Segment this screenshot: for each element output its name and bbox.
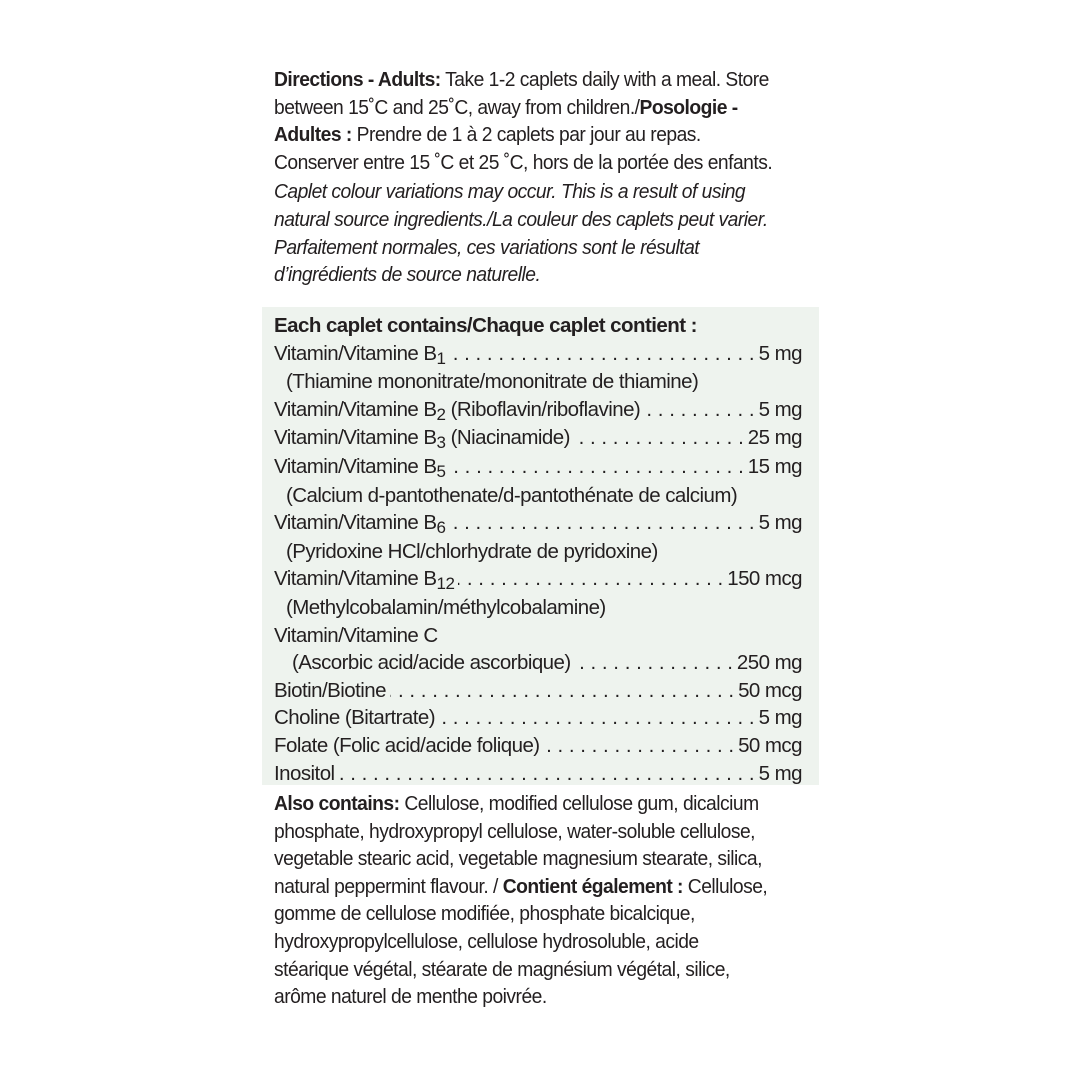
ingredient-subscript: 6	[436, 518, 446, 538]
also-contains-text-fr: Cellulose, gomme de cellulose modifiée, phosphate bicalcique, hydroxypropylcellulose, cellulose hydrosoluble, acide stéarique végétal, stéarate de magnésium végétal, silice, arôme naturel de menthe poivrée.	[274, 874, 768, 1009]
ingredient-name: Vitamin/Vitamine B3 (Niacinamide)	[274, 426, 570, 453]
ingredient-name: Vitamin/Vitamine B6	[274, 511, 446, 538]
ingredient-amount: 25 mg	[747, 426, 802, 450]
ingredient-amount: 15 mg	[747, 454, 802, 478]
ingredient-name: Vitamin/Vitamine C	[274, 623, 438, 647]
ingredient-amount: 150 mcg	[727, 567, 802, 591]
directions-text-fr: Prendre de 1 à 2 caplets par jour au repas. Conserver entre 15 ˚C et 25 ˚C, hors de la portée des enfants.	[274, 123, 773, 174]
ingredient-row-c	[274, 622, 802, 650]
ingredient-subscript: 2	[436, 404, 446, 424]
ingredient-row-folate	[274, 732, 802, 760]
ingredient-row-inositol	[274, 760, 802, 788]
ingredient-name: Vitamin/Vitamine B5	[274, 454, 446, 481]
ingredient-subscript: 5	[436, 461, 446, 481]
ingredient-name: Vitamin/Vitamine B12	[274, 567, 455, 594]
ingredient-source-b12: (Methylcobalamin/méthylcobalamine)	[286, 595, 606, 619]
also-contains-paragraph	[274, 790, 777, 1011]
ingredient-row-b3	[274, 424, 802, 453]
ingredient-name: Inositol	[274, 761, 335, 785]
ingredient-amount: 50 mcg	[738, 733, 802, 757]
leader-dots	[439, 704, 755, 732]
ingredient-name: Vitamin/Vitamine B2 (Riboflavin/riboflavine)	[274, 397, 641, 424]
directions-label-fr: Posologie - Adultes :	[274, 95, 738, 147]
ingredient-row-b1	[274, 340, 802, 369]
leader-dots	[449, 509, 754, 537]
leader-dots	[575, 649, 733, 677]
directions-paragraph	[274, 66, 772, 176]
leader-dots	[544, 732, 734, 760]
caution-paragraph: Caplet colour variations may occur. This is a result of using natural source ingredients./La couleur des caplets peut varier. Parfaitement normales, ces variations sont le résultat d’ingrédients de source naturelle.	[274, 180, 768, 287]
ingredient-amount: 5 mg	[758, 397, 802, 421]
ingredient-name: Vitamin/Vitamine B1	[274, 341, 446, 368]
leader-dots	[390, 677, 734, 705]
ingredient-row-b2	[274, 396, 802, 425]
ingredient-source-c: (Ascorbic acid/acide ascorbique)	[292, 651, 571, 675]
label-text-block	[274, 66, 772, 289]
ingredient-source-b5: (Calcium d-pantothenate/d-pantothénate de calcium)	[286, 483, 738, 507]
directions-text-en: Take 1-2 caplets daily with a meal. Store between 15˚C and 25˚C, away from children./	[274, 68, 769, 119]
ingredient-row-c-source	[274, 649, 802, 677]
also-contains-label-en: Also contains:	[274, 792, 400, 815]
also-contains-label-fr: Contient également :	[502, 874, 683, 898]
ingredient-amount: 5 mg	[758, 341, 802, 365]
also-contains-text-en: Cellulose, modified cellulose gum, dicalcium phosphate, hydroxypropyl cellulose, water-soluble cellulose, vegetable stearic acid, vegetable magnesium stearate, silica, natural peppermint flavour. /	[274, 792, 762, 898]
ingredient-source-b6: (Pyridoxine HCl/chlorhydrate de pyridoxine)	[286, 539, 658, 563]
leader-dots	[339, 760, 755, 788]
ingredients-table	[274, 312, 802, 787]
ingredient-amount: 5 mg	[758, 761, 802, 785]
ingredient-row-b5	[274, 453, 802, 482]
ingredient-subscript: 12	[436, 574, 455, 594]
directions-label-en: Directions - Adults:	[274, 68, 441, 91]
leader-dots	[449, 453, 743, 481]
ingredient-row-choline	[274, 704, 802, 732]
ingredient-name: Choline (Bitartrate)	[274, 706, 436, 730]
ingredient-subscript: 1	[436, 348, 446, 368]
leader-dots	[644, 396, 754, 424]
ingredient-row-biotin	[274, 677, 802, 705]
ingredient-name: Biotin/Biotine	[274, 678, 386, 702]
ingredient-amount: 5 mg	[758, 706, 802, 730]
ingredient-source-b1: (Thiamine mononitrate/mononitrate de thiamine)	[286, 370, 699, 394]
ingredient-amount: 50 mcg	[738, 678, 802, 702]
leader-dots	[574, 424, 744, 452]
ingredient-row-b6	[274, 509, 802, 538]
ingredients-title: Each caplet contains/Chaque caplet contient :	[274, 314, 697, 337]
ingredient-amount: 250 mg	[736, 651, 802, 675]
ingredient-amount: 5 mg	[758, 511, 802, 535]
ingredient-row-b12	[274, 565, 802, 594]
leader-dots	[458, 565, 723, 593]
leader-dots	[449, 340, 754, 368]
ingredient-subscript: 3	[436, 433, 446, 453]
ingredient-name: Folate (Folic acid/acide folique)	[274, 733, 540, 757]
